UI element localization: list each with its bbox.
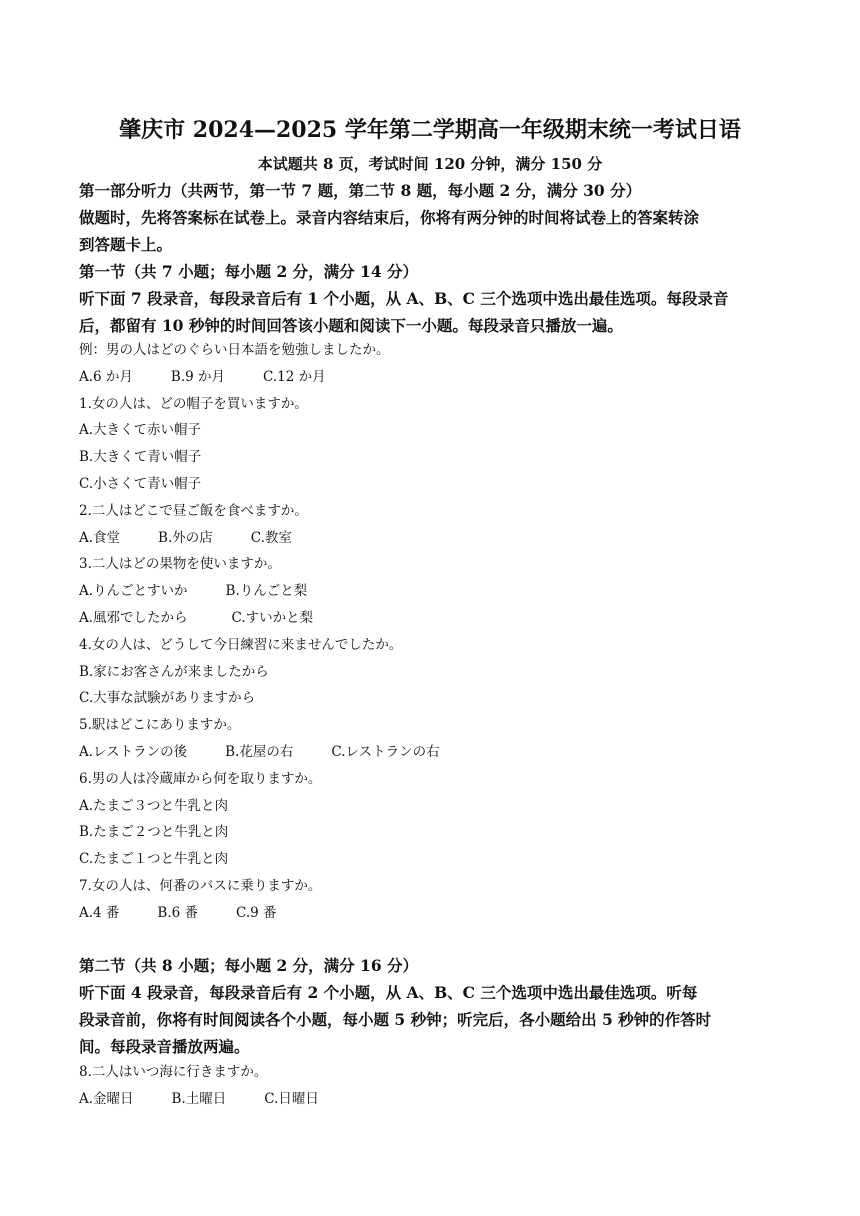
section1-instruction-line-2: 后，都留有 10 秒钟的时间回答该小题和阅读下一小题。每段录音只播放一遍。 — [79, 316, 623, 335]
question-8: 8.二人はいつ海に行きますか。 — [79, 1064, 268, 1080]
option: A.風邪でしたから — [79, 609, 188, 626]
section1-heading: 第一节（共 7 小题；每小题 2 分，满分 14 分） — [79, 262, 419, 281]
option: A.たまご３つと牛乳と肉 — [79, 797, 229, 814]
option: B.りんごと梨 — [225, 583, 308, 600]
option: B.大きくて青い帽子 — [79, 449, 202, 466]
question-2-options — [79, 525, 784, 552]
option: C.すいかと梨 — [231, 609, 314, 626]
section2-block — [79, 952, 784, 1060]
option: A.レストランの後 — [79, 743, 188, 760]
question-3: 3.二人はどの果物を使いますか。 — [79, 556, 281, 573]
option: C.レストランの右 — [331, 743, 440, 760]
question-5-options — [79, 739, 784, 766]
option: A.6 か月 — [79, 368, 133, 385]
option: B.6 番 — [157, 904, 199, 921]
part1-heading: 第一部分听力（共两节，第一节 7 题，第二节 8 题，每小题 2 分，满分 30 分） — [79, 181, 642, 200]
option: C.日曜日 — [264, 1090, 319, 1107]
option: A.りんごとすいか — [79, 583, 188, 600]
question-7: 7.女の人は、何番のバスに乗りますか。 — [79, 877, 322, 894]
section2-questions — [79, 1059, 784, 1113]
example-question: 例：男の人はどのぐらい日本語を勉強しましたか。 — [79, 342, 390, 358]
section2-instruction-line-2: 段录音前，你将有时间阅读各个小题，每小题 5 秒钟；听完后，各小题给出 5 秒钟的作答时 — [79, 1010, 712, 1029]
option: C.12 か月 — [263, 368, 326, 385]
option: B.家にお客さんが来ましたから — [79, 663, 269, 680]
example-options — [79, 364, 784, 391]
option: A.金曜日 — [79, 1090, 134, 1107]
option: C.大事な試験がありますから — [79, 690, 256, 707]
option: C.教室 — [250, 529, 292, 546]
part1-instruction-line-1: 做题时，先将答案标在试卷上。录音内容结束后，你将有两分钟的时间将试卷上的答案转涂 — [79, 208, 700, 227]
section2-heading: 第二节（共 8 小题；每小题 2 分，满分 16 分） — [79, 956, 419, 975]
question-6: 6.男の人は冷蔵庫から何を取りますか。 — [79, 770, 322, 787]
option: B.花屋の右 — [225, 743, 294, 760]
option: B.たまご２つと牛乳と肉 — [79, 824, 229, 841]
question-3-options-row-2 — [79, 605, 784, 632]
option: A.大きくて赤い帽子 — [79, 422, 202, 439]
question-5: 5.駅はどこにありますか。 — [79, 717, 241, 734]
question-4: 4.女の人は、どうして今日練習に来ませんでしたか。 — [79, 636, 403, 653]
exam-subtitle: 本试题共 8 页，考试时间 120 分钟，满分 150 分 — [257, 155, 603, 173]
option: A.4 番 — [79, 904, 120, 921]
question-8-options — [79, 1086, 784, 1113]
option: C.たまご１つと牛乳と肉 — [79, 851, 229, 868]
option: B.外の店 — [158, 529, 213, 546]
option: A.食堂 — [79, 529, 121, 546]
section2-instruction-line-3: 间。每段录音播放两遍。 — [79, 1037, 250, 1056]
option: C.小さくて青い帽子 — [79, 475, 202, 492]
exam-title: 肇庆市 2024—2025 学年第二学期高一年级期末统一考试日语 — [119, 117, 741, 143]
question-7-options — [79, 900, 784, 927]
section2-instruction-line-1: 听下面 4 段录音，每段录音后有 2 个小题，从 A、B、C 三个选项中选出最佳选项。听每 — [79, 983, 698, 1002]
section1-questions — [79, 337, 784, 927]
part1-block — [79, 177, 784, 339]
part1-instruction-line-2: 到答题卡上。 — [79, 235, 173, 254]
option: B.土曜日 — [171, 1090, 227, 1107]
section1-instruction-line-1: 听下面 7 段录音，每段录音后有 1 个小题，从 A、B、C 三个选项中选出最佳选项。每段录音 — [79, 289, 729, 308]
option: B.9 か月 — [170, 368, 226, 385]
question-1: 1.女の人は、どの帽子を買いますか。 — [79, 395, 308, 412]
option: C.9 番 — [236, 904, 277, 921]
question-2: 2.二人はどこで昼ご飯を食べますか。 — [79, 502, 308, 519]
question-3-options-row-1 — [79, 578, 784, 605]
